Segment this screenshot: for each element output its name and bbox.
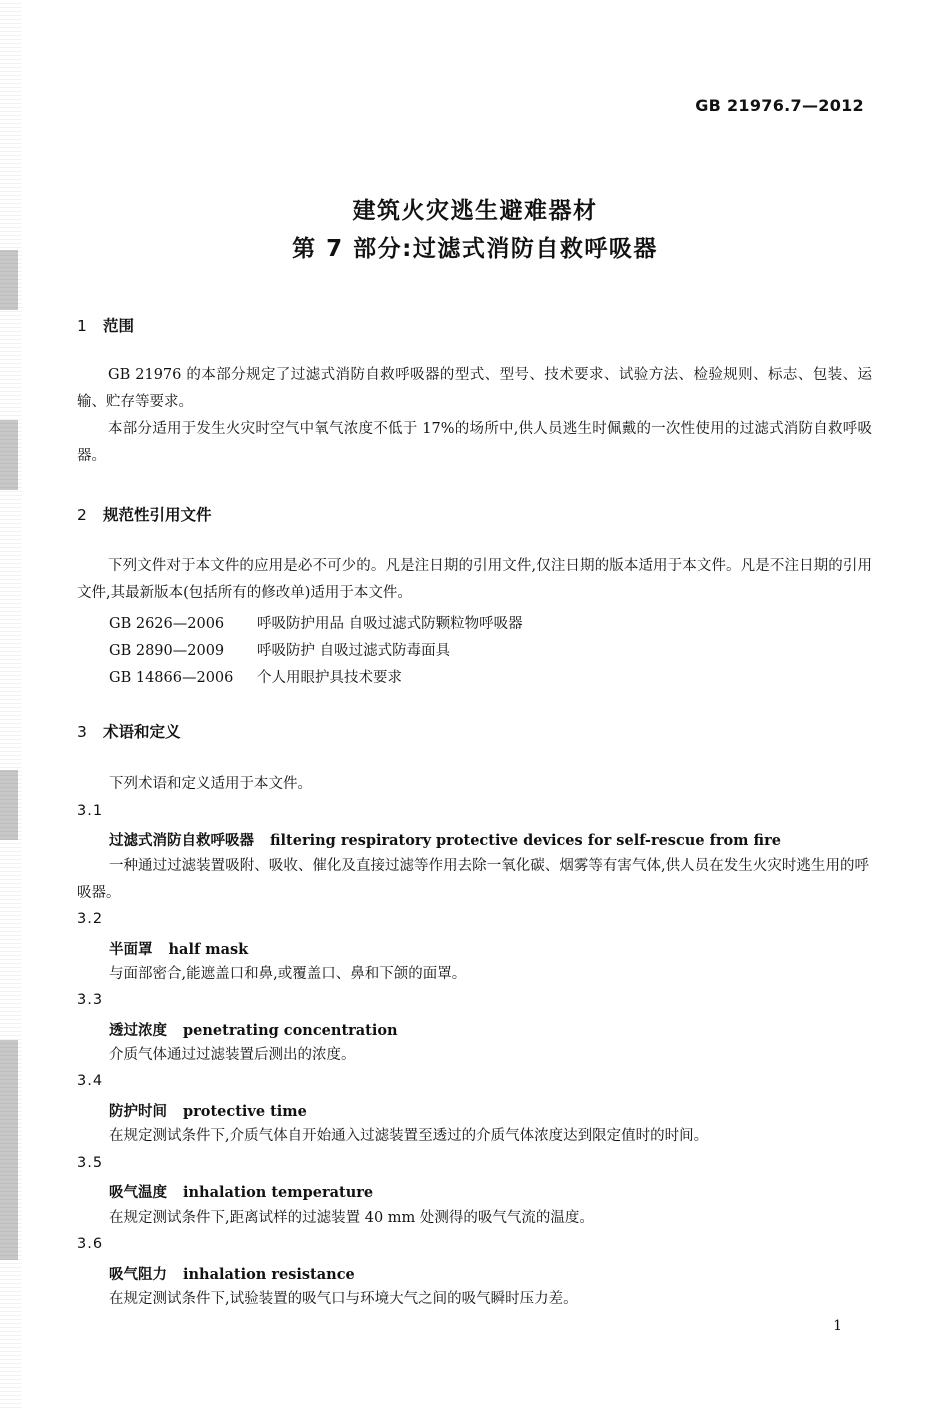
reference-item	[109, 639, 450, 660]
term-chinese: 吸气温度	[109, 1185, 167, 1201]
section-1-paragraph-1: GB 21976 的本部分规定了过滤式消防自救呼吸器的型式、型号、技术要求、试验方法、检验规则、标志、包装、运输、贮存等要求。	[77, 367, 872, 410]
term-definition: 在规定测试条件下,介质气体自开始通入过滤装置至透过的介质气体浓度达到限定值时的时间。	[109, 1128, 709, 1144]
section-title: 术语和定义	[103, 723, 181, 741]
section-title: 规范性引用文件	[103, 506, 212, 524]
reference-name: 个人用眼护具技术要求	[257, 670, 402, 686]
term-definition: 与面部密合,能遮盖口和鼻,或覆盖口、鼻和下颌的面罩。	[109, 966, 467, 982]
standard-code: GB 21976.7—2012	[695, 96, 864, 115]
section-1-heading	[77, 314, 872, 336]
clause-number: 3.3	[77, 992, 104, 1008]
reference-item	[109, 666, 402, 687]
term-heading	[109, 829, 781, 850]
clause-number: 3.2	[77, 911, 104, 927]
term-heading	[109, 1019, 398, 1040]
term-definition: 在规定测试条件下,距离试样的过滤装置 40 mm 处测得的吸气气流的温度。	[109, 1210, 594, 1226]
term-english: protective time	[183, 1103, 307, 1120]
term-definition: 在规定测试条件下,试验装置的吸气口与环境大气之间的吸气瞬时压力差。	[109, 1291, 578, 1307]
term-definition: 介质气体通过过滤装置后测出的浓度。	[109, 1047, 356, 1063]
term-chinese: 过滤式消防自救呼吸器	[109, 833, 254, 849]
term-english: half mask	[168, 941, 249, 958]
clause-number: 3.4	[77, 1073, 104, 1089]
section-2-paragraph: 下列文件对于本文件的应用是必不可少的。凡是注日期的引用文件,仅注日期的版本适用于本文件。凡是不注日期的引用文件,其最新版本(包括所有的修改单)适用于本文件。	[77, 558, 872, 601]
reference-name: 呼吸防护用品 自吸过滤式防颗粒物呼吸器	[257, 616, 523, 632]
term-heading	[109, 1181, 373, 1202]
clause-number: 3.5	[77, 1155, 104, 1171]
term-english: inhalation resistance	[183, 1266, 355, 1283]
term-english: penetrating concentration	[183, 1022, 398, 1039]
scan-speck	[0, 770, 18, 840]
section-number: 1	[77, 317, 87, 335]
term-heading	[109, 938, 248, 959]
document-title-line2: 第 7 部分:过滤式消防自救呼吸器	[292, 236, 658, 262]
section-2-heading	[77, 503, 872, 525]
page-number: 1	[833, 1318, 842, 1334]
term-chinese: 透过浓度	[109, 1023, 167, 1039]
section-1-paragraph-2: 本部分适用于发生火灾时空气中氧气浓度不低于 17%的场所中,供人员逃生时佩戴的一次性使用的过滤式消防自救呼吸器。	[77, 421, 872, 464]
clause-number: 3.6	[77, 1236, 104, 1252]
reference-code: GB 2626—2006	[109, 616, 225, 632]
section-3-intro: 下列术语和定义适用于本文件。	[109, 776, 312, 792]
term-heading	[109, 1100, 307, 1121]
scan-speck	[0, 1040, 18, 1260]
term-heading	[109, 1263, 355, 1284]
term-english: inhalation temperature	[183, 1184, 374, 1201]
reference-item	[109, 612, 523, 633]
section-3-heading	[77, 720, 872, 742]
reference-code: GB 14866—2006	[109, 670, 234, 686]
reference-name: 呼吸防护 自吸过滤式防毒面具	[257, 643, 451, 659]
document-title-line1: 建筑火灾逃生避难器材	[352, 198, 598, 224]
section-number: 2	[77, 506, 87, 524]
scan-speck	[0, 420, 18, 490]
section-title: 范围	[103, 317, 135, 335]
section-number: 3	[77, 723, 87, 741]
term-chinese: 半面罩	[109, 942, 153, 958]
term-chinese: 防护时间	[109, 1104, 167, 1120]
clause-number: 3.1	[77, 803, 104, 819]
reference-code: GB 2890—2009	[109, 643, 225, 659]
term-chinese: 吸气阻力	[109, 1267, 167, 1283]
term-english: filtering respiratory protective devices for self-rescue from fire	[270, 832, 781, 849]
term-definition: 一种通过过滤装置吸附、吸收、催化及直接过滤等作用去除一氧化碳、烟雾等有害气体,供人员在发生火灾时逃生用的呼吸器。	[77, 858, 869, 901]
